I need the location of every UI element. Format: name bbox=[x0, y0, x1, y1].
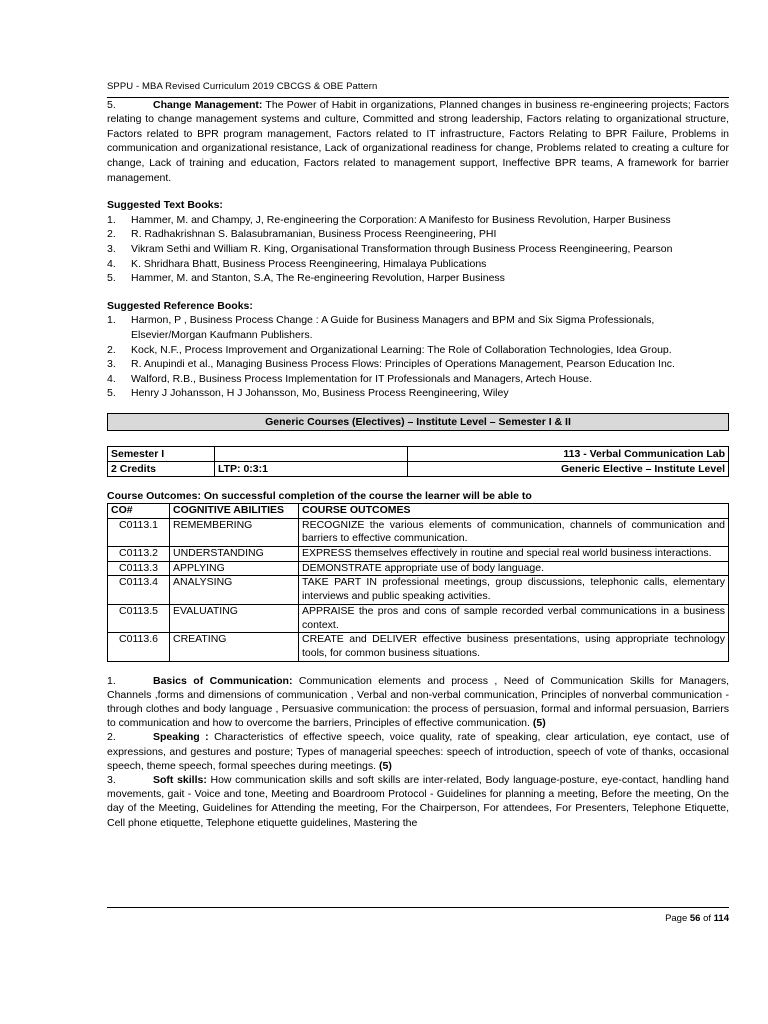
text-books-heading: Suggested Text Books: bbox=[107, 199, 223, 212]
cognitive-header: COGNITIVE ABILITIES bbox=[170, 503, 299, 518]
table-row bbox=[108, 561, 729, 576]
unit-title: Soft skills: bbox=[153, 774, 207, 787]
cognitive-ability: EVALUATING bbox=[170, 604, 299, 632]
co-code: C0113.4 bbox=[108, 576, 170, 604]
semester-table bbox=[107, 446, 729, 477]
course-outcome: DEMONSTRATE appropriate use of body language. bbox=[299, 561, 729, 576]
unit-1-paragraph bbox=[107, 674, 729, 731]
list-item: 4. Walford, R.B., Business Process Implementation for IT Professionals and Managers, Artech House. bbox=[107, 372, 593, 385]
reference-books-list bbox=[107, 313, 729, 401]
unit-number: 2. bbox=[107, 731, 116, 744]
co-code: C0113.3 bbox=[108, 561, 170, 576]
course-type-cell: Generic Elective – Institute Level bbox=[408, 461, 729, 476]
list-item: 4. K. Shridhara Bhatt, Business Process Reengineering, Himalaya Publications bbox=[107, 257, 487, 270]
running-header: SPPU - MBA Revised Curriculum 2019 CBCGS & OBE Pattern bbox=[107, 80, 729, 98]
reference-books-heading: Suggested Reference Books: bbox=[107, 299, 253, 312]
unit-body: How communication skills and soft skills are inter-related, Body language-posture, eye-contact, handling hand movements, gait - Voice and tone, Meeting and Boardroom Protocol - Guidelines for planning a meeting, Before the meeting, On the day of the Meeting, Guidelines for Attending the meeting, For the Chairperson, For attendees, For Presenters, Telephone Etiquette, Cell phone etiquette, Telephone etiquette guidelines, Mastering the bbox=[107, 774, 729, 829]
co-code: C0113.5 bbox=[108, 604, 170, 632]
list-item: 1. Hammer, M. and Champy, J, Re-engineering the Corporation: A Manifesto for Business Revolution, Harper Business bbox=[107, 213, 671, 226]
page-number: Page 56 of 114 bbox=[665, 913, 729, 924]
outcomes-header: COURSE OUTCOMES bbox=[299, 503, 729, 518]
table-row bbox=[108, 446, 729, 461]
empty-cell bbox=[215, 446, 408, 461]
list-item: 1. Harmon, P , Business Process Change : A Guide for Business Managers and BPM and Six Sigma Professionals, Elsevier/Morgan Kaufmann Publishers. bbox=[107, 314, 655, 341]
table-row bbox=[108, 633, 729, 661]
co-code: C0113.2 bbox=[108, 546, 170, 561]
table-row bbox=[108, 518, 729, 546]
co-code: C0113.6 bbox=[108, 633, 170, 661]
unit-body: Characteristics of effective speech, voice quality, rate of speaking, clear articulation, eye contact, use of expressions, and gestures and posture; Types of managerial speeches: speech of introduction, speech of vote of thanks, occasional speech, theme speech, formal speeches during meetings. bbox=[107, 731, 729, 772]
table-row bbox=[108, 461, 729, 476]
unit-number: 1. bbox=[107, 674, 116, 687]
table-row bbox=[108, 576, 729, 604]
ltp-cell: LTP: 0:3:1 bbox=[215, 461, 408, 476]
cognitive-ability: APPLYING bbox=[170, 561, 299, 576]
unit-title: Change Management: bbox=[153, 98, 263, 111]
unit-number: 5. bbox=[107, 98, 116, 111]
unit-title: Speaking : bbox=[153, 731, 209, 744]
unit-hours: (5) bbox=[376, 759, 392, 772]
list-item: 3. Vikram Sethi and William R. King, Organisational Transformation through Business Process Reengineering, Pearson bbox=[107, 242, 673, 255]
course-outcomes-table bbox=[107, 503, 729, 662]
cognitive-ability: ANALYSING bbox=[170, 576, 299, 604]
course-outcome: EXPRESS themselves effectively in routine and special real world business interactions. bbox=[299, 546, 729, 561]
course-outcome: RECOGNIZE the various elements of communication, channels of communication and barriers to effective communication. bbox=[299, 518, 729, 546]
units-section bbox=[107, 674, 729, 830]
unit-2-paragraph bbox=[107, 730, 729, 773]
cognitive-ability: REMEMBERING bbox=[170, 518, 299, 546]
credits-cell: 2 Credits bbox=[108, 461, 215, 476]
text-books-list bbox=[107, 213, 729, 286]
unit-body: Communication elements and process , Need of Communication Skills for Managers, Channels ,forms and dimensions of communication , Verbal and non-verbal communication, Principles of nonverbal communication - through clothes and body language , Persuasive communication: the process of persuasion, formal and informal persuasion, Barriers to communication and how to overcome the barriers, Principles of effective communication. bbox=[107, 674, 730, 730]
list-item: 2. Kock, N.F., Process Improvement and Organizational Learning: The Role of Collaboration Technologies, Idea Group. bbox=[107, 343, 672, 356]
semester-cell: Semester I bbox=[108, 446, 215, 461]
unit-3-paragraph bbox=[107, 773, 729, 830]
list-item: 2. R. Radhakrishnan S. Balasubramanian, Business Process Reengineering, PHI bbox=[107, 228, 497, 241]
table-row bbox=[108, 546, 729, 561]
list-item: 5. Henry J Johansson, H J Johansson, Mo, Business Process Reengineering, Wiley bbox=[107, 387, 509, 400]
cognitive-ability: CREATING bbox=[170, 633, 299, 661]
page-footer bbox=[107, 907, 729, 924]
list-item: 3. R. Anupindi et al., Managing Business Process Flows: Principles of Operations Management, Pearson Education Inc. bbox=[107, 358, 675, 371]
course-outcome: TAKE PART IN professional meetings, group discussions, telephonic calls, elementary interviews and public speaking activities. bbox=[299, 576, 729, 604]
table-header-row bbox=[108, 503, 729, 518]
unit-hours: (5) bbox=[529, 717, 546, 730]
unit-5-paragraph bbox=[107, 98, 729, 186]
co-header: CO# bbox=[108, 503, 170, 518]
unit-title: Basics of Communication: bbox=[153, 674, 293, 687]
table-row bbox=[108, 604, 729, 632]
unit-number: 3. bbox=[107, 774, 116, 787]
course-outcome: APPRAISE the pros and cons of sample recorded verbal communications in a business context. bbox=[299, 604, 729, 632]
course-outcomes-caption: Course Outcomes: On successful completion of the course the learner will be able to bbox=[107, 489, 532, 502]
list-item: 5. Hammer, M. and Stanton, S.A, The Re-engineering Revolution, Harper Business bbox=[107, 272, 505, 285]
unit-body: The Power of Habit in organizations, Planned changes in business re-engineering projects; Factors relating to change management systems and culture, Committed and strong leadership, Factors relating to organizational structure, Factors related to BPR program management, Factors related to IT infrastructure, Factors Relating to BPR Failure, Problems in communication and organizational resistance, Lack of organizational readiness for change, Problems related to creating a culture for change, Lack of training and education, Factors related to management support, Ineffective BPR teams, A framework for barrier management. bbox=[107, 98, 729, 184]
co-code: C0113.1 bbox=[108, 518, 170, 546]
course-cell: 113 - Verbal Communication Lab bbox=[408, 446, 729, 461]
document-page bbox=[107, 80, 729, 830]
course-outcome: CREATE and DELIVER effective business presentations, using appropriate technology tools, for common business situations. bbox=[299, 633, 729, 661]
generic-courses-banner: Generic Courses (Electives) – Institute Level – Semester I & II bbox=[107, 413, 729, 431]
cognitive-ability: UNDERSTANDING bbox=[170, 546, 299, 561]
